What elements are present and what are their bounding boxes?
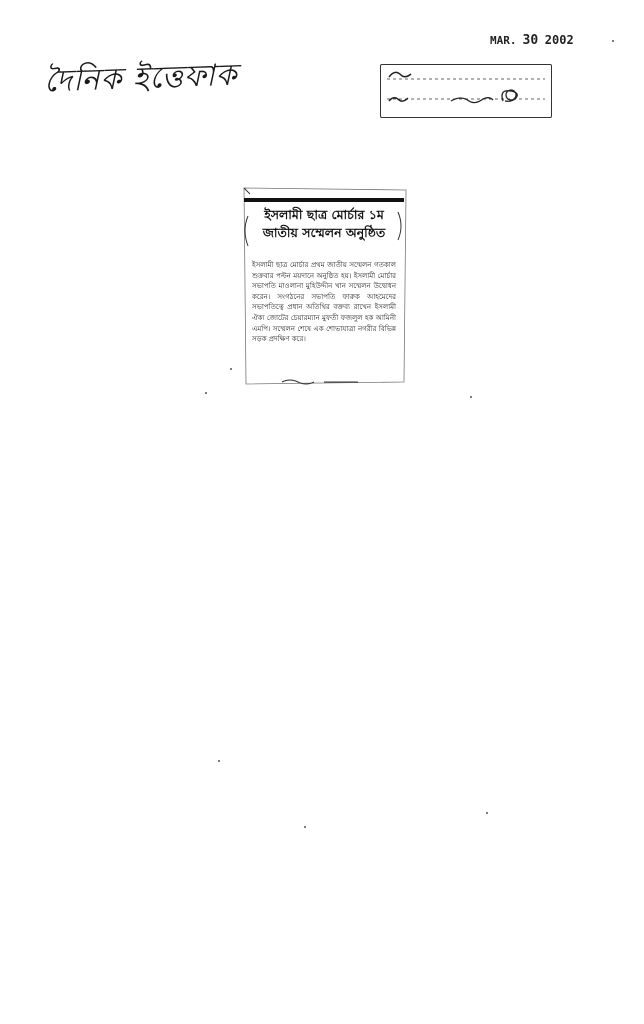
scan-speck [486, 812, 488, 814]
archive-stamp-marks [381, 65, 551, 117]
scan-speck [230, 368, 232, 370]
archive-stamp [380, 64, 552, 118]
clipping-top-rule [244, 198, 404, 202]
scan-speck [470, 396, 472, 398]
newspaper-name: দৈনিক ইত্তেফাক [43, 57, 239, 100]
date-stamp [490, 33, 574, 48]
scan-speck [612, 40, 614, 42]
clipping-headline: ইসলামী ছাত্র মোর্চার ১ম জাতীয় সম্মেলন অনুষ্ঠিত [262, 207, 386, 240]
clipping-bottom-scribble [280, 376, 380, 386]
date-stamp-year: 2002 [544, 33, 574, 47]
scan-speck [205, 392, 207, 394]
scan-speck [304, 826, 306, 828]
clipping-body-text: ইসলামী ছাত্র মোর্চার প্রথম জাতীয় সম্মেলন গতকাল শুক্রবার পল্টন ময়দানে অনুষ্ঠিত হয়। ইসলামী মোর্চার সভাপতি মাওলানা মুহিউদ্দীন খান সম্মেলন উদ্বোধন করেন। সংগঠনের সভাপতি ফারুক আহমেদের সভাপতিত্বে প্রধান অতিথির বক্তব্য রাখেন ইসলামী ঐক্য জোটের চেয়ারম্যান মুফতী ফজলুল হক আমিনী এমপি। সম্মেলন শেষে এক শোভাযাত্রা নগরীর বিভিন্ন সড়ক প্রদক্ষিণ করে। [252, 261, 396, 344]
newspaper-clipping [240, 186, 408, 386]
scan-speck [218, 760, 220, 762]
date-stamp-month: MAR. [490, 34, 517, 47]
date-stamp-day: 30 [522, 33, 539, 48]
